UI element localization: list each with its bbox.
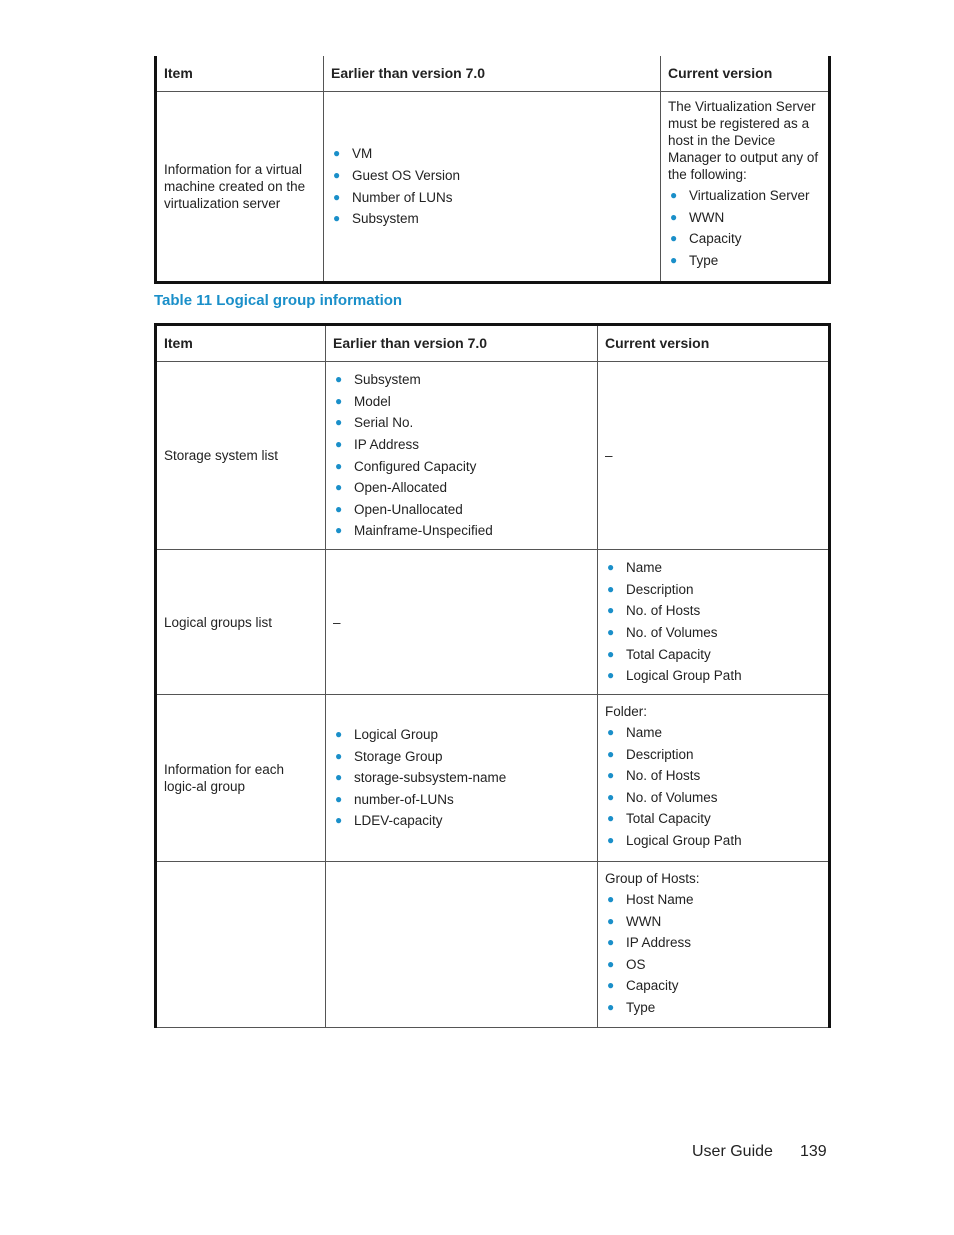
table-row bbox=[156, 362, 830, 550]
table-caption: Table 11 Logical group information bbox=[154, 292, 403, 309]
list-item: ● VM bbox=[333, 146, 373, 162]
list-item: ● Type bbox=[670, 252, 719, 268]
list-item: ● WWN bbox=[607, 913, 662, 929]
list-item: ● Model bbox=[335, 393, 391, 409]
list-item: ● Open-Unallocated bbox=[335, 501, 463, 517]
list-item: ● No. of Hosts bbox=[607, 603, 701, 619]
table-virtual-machine-info bbox=[154, 56, 831, 284]
table-row bbox=[156, 550, 830, 695]
row-earlier bbox=[326, 362, 598, 550]
list-item: ● number-of-LUNs bbox=[335, 791, 454, 807]
list-item: ● Guest OS Version bbox=[333, 167, 461, 183]
row-item bbox=[156, 862, 326, 1028]
list-item: ● Configured Capacity bbox=[335, 458, 477, 474]
row-current bbox=[661, 92, 830, 283]
row-item: Information for each logic-al group bbox=[156, 695, 326, 862]
table-row bbox=[156, 695, 830, 862]
list-item: ● No. of Hosts bbox=[607, 768, 701, 784]
list-item: ● Open-Allocated bbox=[335, 480, 448, 496]
row-current bbox=[598, 550, 830, 695]
table-logical-group-info bbox=[154, 323, 831, 1028]
list-item: ● Storage Group bbox=[335, 748, 443, 764]
list-item: ● Serial No. bbox=[335, 415, 414, 431]
row-earlier bbox=[326, 862, 598, 1028]
list-item: ● Description bbox=[607, 746, 694, 762]
col-header-item: Item bbox=[156, 325, 326, 362]
list-item: ● IP Address bbox=[607, 935, 692, 951]
footer-label: User Guide bbox=[692, 1143, 773, 1160]
list-item: ● Capacity bbox=[670, 231, 742, 247]
current-intro: Group of Hosts: bbox=[605, 871, 700, 886]
list-item: ● Logical Group Path bbox=[607, 668, 742, 684]
col-header-current: Current version bbox=[661, 56, 830, 92]
list-item: ● WWN bbox=[670, 209, 725, 225]
row-item: Storage system list bbox=[156, 362, 326, 550]
list-item: ● Number of LUNs bbox=[333, 189, 453, 205]
row-current bbox=[598, 862, 830, 1028]
row-earlier: – bbox=[326, 550, 598, 695]
list-item: ● Name bbox=[607, 560, 663, 576]
list-item: ● OS bbox=[607, 956, 646, 972]
current-intro: Folder: bbox=[605, 704, 648, 719]
col-header-item: Item bbox=[156, 56, 324, 92]
list-item: ● IP Address bbox=[335, 436, 420, 452]
list-item: ● Logical Group Path bbox=[607, 832, 742, 848]
list-item: ● Total Capacity bbox=[607, 811, 711, 827]
list-item: ● Mainframe-Unspecified bbox=[335, 523, 493, 539]
list-item: ● LDEV-capacity bbox=[335, 813, 443, 829]
list-item: ● storage-subsystem-name bbox=[335, 770, 507, 786]
row-item: Logical groups list bbox=[156, 550, 326, 695]
list-item: ● Name bbox=[607, 725, 663, 740]
row-current bbox=[598, 695, 830, 862]
list-item: ● Subsystem bbox=[335, 372, 421, 388]
table-row bbox=[156, 862, 830, 1028]
list-item: ● Virtualization Server bbox=[670, 188, 810, 203]
row-earlier bbox=[324, 92, 661, 283]
list-item: ● Total Capacity bbox=[607, 646, 711, 662]
list-item: ● Logical Group bbox=[335, 727, 439, 743]
list-item: ● Capacity bbox=[607, 978, 679, 994]
row-item: Information for a virtual machine created on the virtualization server bbox=[156, 92, 324, 283]
row-current: – bbox=[598, 362, 830, 550]
list-item: ● No. of Volumes bbox=[607, 625, 718, 640]
list-item: ● No. of Volumes bbox=[607, 789, 718, 805]
row-earlier bbox=[326, 695, 598, 862]
list-item: ● Host Name bbox=[607, 892, 694, 907]
col-header-earlier: Earlier than version 7.0 bbox=[324, 56, 661, 92]
list-item: ● Subsystem bbox=[333, 211, 419, 227]
current-intro: The Virtualization Server must be registered as a host in the Device Manager to output any of the following: bbox=[668, 99, 819, 182]
list-item: ● Description bbox=[607, 581, 694, 597]
list-item: ● Type bbox=[607, 999, 656, 1015]
col-header-current: Current version bbox=[598, 325, 830, 362]
page-number: 139 bbox=[800, 1143, 827, 1160]
col-header-earlier: Earlier than version 7.0 bbox=[326, 325, 598, 362]
